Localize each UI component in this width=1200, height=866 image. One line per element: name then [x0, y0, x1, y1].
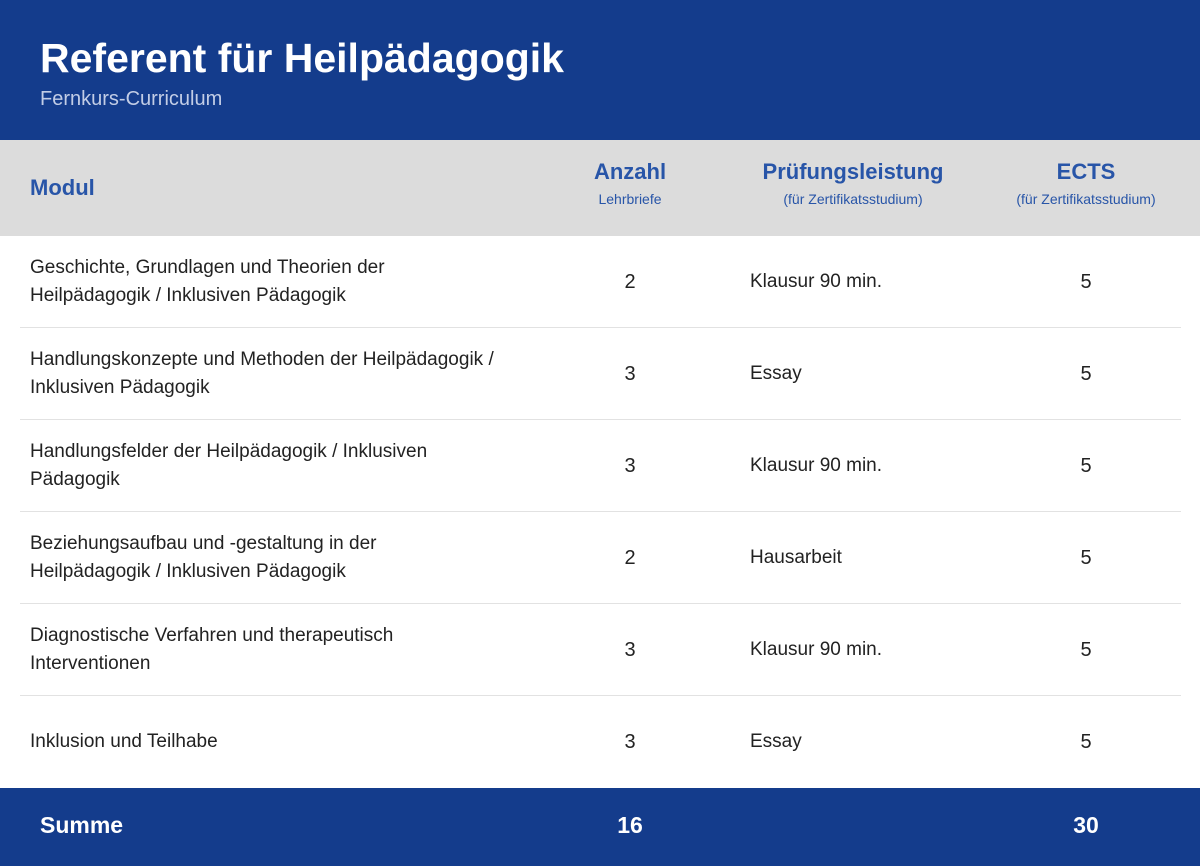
cell-ects: 5	[1080, 730, 1092, 753]
cell-modul: Diagnostische Verfahren und therapeutisch Interventionen	[30, 625, 394, 674]
footer-ects-total: 30	[1073, 811, 1099, 838]
cell-modul: Handlungsfelder der Heilpädagogik / Inklusiven Pädagogik	[30, 441, 428, 490]
cell-ects: 5	[1080, 638, 1092, 661]
column-header-anzahl: Anzahl	[593, 159, 667, 184]
cell-anzahl: 2	[624, 270, 636, 293]
table-row	[20, 604, 1181, 696]
cell-ects: 5	[1080, 454, 1092, 477]
cell-modul: Handlungskonzepte und Methoden der Heilpädagogik / Inklusiven Pädagogik	[30, 349, 494, 398]
cell-modul: Geschichte, Grundlagen und Theorien der Heilpädagogik / Inklusiven Pädagogik	[30, 257, 385, 306]
cell-anzahl: 3	[624, 730, 636, 753]
table-row	[20, 696, 1181, 788]
cell-pruefung: Essay	[750, 731, 802, 752]
cell-pruefung: Hausarbeit	[750, 547, 842, 568]
page-subtitle: Fernkurs-Curriculum	[40, 88, 223, 110]
table-header	[0, 140, 1200, 236]
cell-anzahl: 3	[624, 638, 636, 661]
cell-anzahl: 3	[624, 362, 636, 385]
footer-anzahl-total: 16	[617, 811, 643, 838]
table-row	[20, 236, 1181, 328]
column-header-pruefung: Prüfungsleistung	[762, 159, 944, 184]
footer-label: Summe	[40, 811, 124, 838]
table-row	[20, 328, 1181, 420]
table-footer	[0, 788, 1200, 866]
column-header-pruefung-sub: (für Zertifikatsstudium)	[783, 191, 923, 207]
cell-ects: 5	[1080, 270, 1092, 293]
cell-modul: Beziehungsaufbau und -gestaltung in der Heilpädagogik / Inklusiven Pädagogik	[30, 533, 377, 582]
cell-ects: 5	[1080, 362, 1092, 385]
cell-ects: 5	[1080, 546, 1092, 569]
table-row	[20, 420, 1181, 512]
cell-pruefung: Klausur 90 min.	[750, 455, 883, 476]
table-row	[20, 512, 1181, 604]
cell-anzahl: 3	[624, 454, 636, 477]
column-header-modul: Modul	[30, 175, 95, 200]
cell-pruefung: Klausur 90 min.	[750, 639, 883, 660]
column-header-ects: ECTS	[1056, 159, 1116, 184]
page-title: Referent für Heilpädagogik	[40, 35, 564, 81]
cell-modul: Inklusion und Teilhabe	[30, 731, 218, 752]
cell-pruefung: Essay	[750, 363, 802, 384]
cell-anzahl: 2	[624, 546, 636, 569]
page-header	[0, 0, 1200, 140]
column-header-ects-sub: (für Zertifikatsstudium)	[1016, 191, 1156, 207]
column-header-anzahl-sub: Lehrbriefe	[598, 191, 662, 207]
cell-pruefung: Klausur 90 min.	[750, 271, 883, 292]
